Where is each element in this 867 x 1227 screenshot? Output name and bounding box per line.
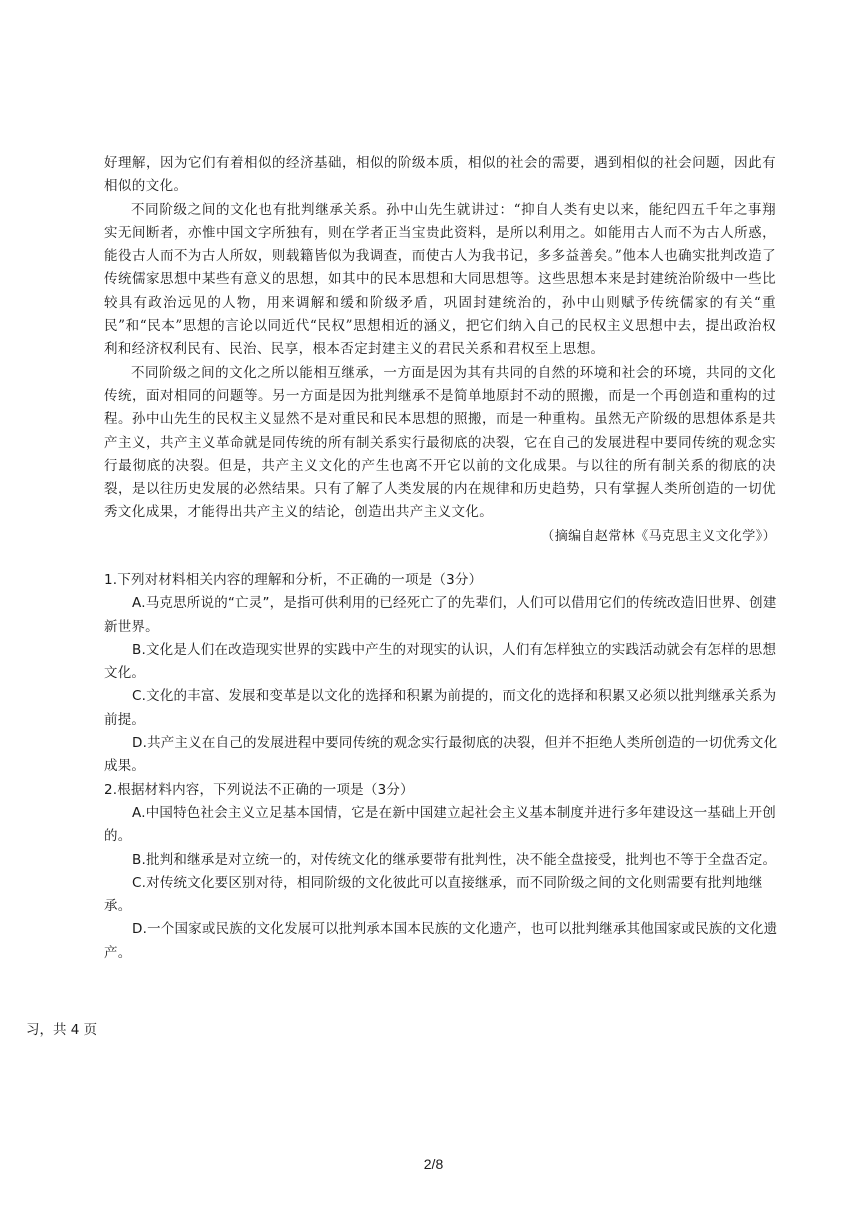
question-option: B.文化是人们在改造现实世界的实践中产生的对现实的认识，人们有怎样独立的实践活动就会有怎样的思想文化。 (104, 641, 777, 682)
question-option: C.文化的丰富、发展和变革是以文化的选择和积累为前提的，而文化的选择和积累又必须以批判继承关系为前提。 (104, 688, 777, 728)
question-2 (104, 779, 780, 965)
question-option: D.共产主义在自己的发展进程中要同传统的观念实行最彻底的决裂，但并不拒绝人类所创造的一切优秀文化成果。 (104, 735, 778, 775)
passage-source: （摘编自赵常林《马克思主义文化学》） (541, 528, 776, 544)
question-option: C.对传统文化要区别对待，相同阶级的文化彼此可以直接继承，而不同阶级之间的文化则需要有批判地继承。 (104, 874, 763, 915)
question-option: D.一个国家或民族的文化发展可以批判承本国本民族的文化遗产，也可以批判继承其他国家或民族的文化遗产。 (104, 921, 778, 961)
question-stem: 1.下列对材料相关内容的理解和分析，不正确的一项是（3分） (104, 572, 483, 588)
question-1 (104, 569, 780, 779)
reading-passage (104, 152, 776, 548)
passage-paragraph: 不同阶级之间的文化也有批判继承关系。孙中山先生就讲过：“抑自人类有史以来，能纪四五千年之事翔实无间断者，亦惟中国文字所独有，则在学者正当宝贵此资料，是所以利用之。如能用古人而不为古人所惑，能役古人而不为古人所奴，则载籍皆似为我调查，而使古人为我书记，多多益善矣。”他本人也确实批判改造了传统儒家思想中某些有意义的思想，如其中的民本思想和大同思想等。这些思想本来是封建统治阶级中一些比较具有政治远见的人物，用来调解和缓和阶级矛盾，巩固封建统治的，孙中山则赋予传统儒家的有关“重民”和“民本”思想的言论以同近代“民权”思想相近的涵义，把它们纳入自己的民权主义思想中去，提出政治权利和经济权利民有、民治、民享，根本否定封建主义的君民关系和君权至上思想。 (104, 201, 776, 358)
question-option: A.中国特色社会主义立足基本国情，它是在新中国建立起社会主义基本制度并进行多年建设这一基础上开创的。 (104, 804, 776, 845)
page-number: 2/8 (423, 1156, 444, 1172)
question-option: B.批判和继承是对立统一的，对传统文化的继承要带有批判性，决不能全盘接受，批判也不等于全盘否定。 (132, 851, 777, 868)
question-section (104, 569, 780, 965)
question-option: A.马克思所说的“亡灵”，是指可供利用的已经死亡了的先辈们，人们可以借用它们的传统改造旧世界、创建新世界。 (104, 595, 777, 635)
passage-paragraph: 好理解，因为它们有着相似的经济基础，相似的阶级本质，相似的社会的需要，遇到相似的社会问题，因此有相似的文化。 (104, 155, 776, 195)
passage-paragraph: 不同阶级之间的文化之所以能相互继承，一方面是因为其有共同的自然的环境和社会的环境，共同的文化传统，面对相同的问题等。另一方面是因为批判继承不是简单地原封不动的照搬，而是一个再创造和重构的过程。孙中山先生的民权主义显然不是对重民和民本思想的照搬，而是一种重构。虽然无产阶级的思想体系是共产主义，共产主义革命就是同传统的所有制关系实行最彻底的决裂，它在自己的发展进程中要同传统的观念实行最彻底的决裂。但是，共产主义文化的产生也离不开它以前的文化成果。与以往的所有制关系的彻底的决裂，是以往历史发展的必然结果。只有了解了人类发展的内在规律和历史趋势，只有掌握人类所创造的一切优秀文化成果，才能得出共产主义的结论，创造出共产主义文化。 (104, 364, 776, 521)
question-stem: 2.根据材料内容，下列说法不正确的一项是（3分） (104, 781, 414, 798)
footer-page-count: 习，共 4 页 (26, 1022, 98, 1038)
